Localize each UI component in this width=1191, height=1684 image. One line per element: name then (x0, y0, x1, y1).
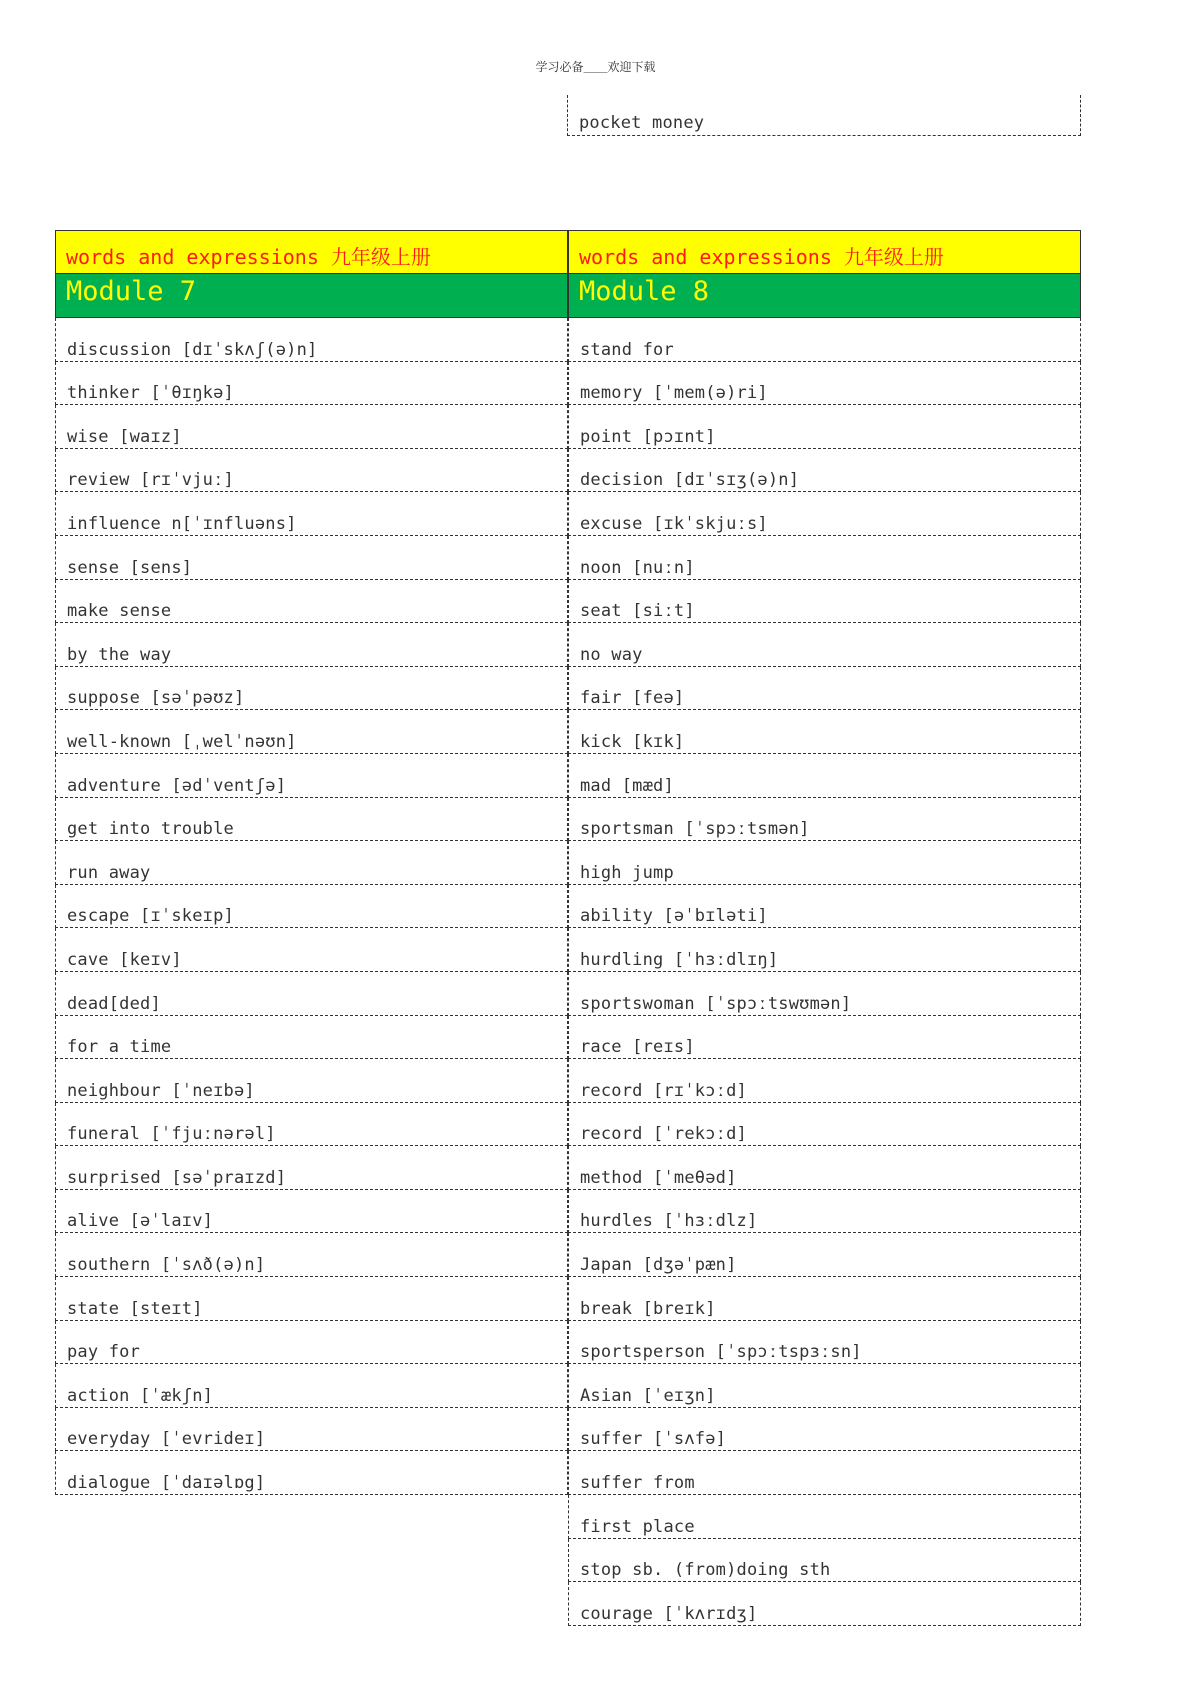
word-entry: pay for (67, 1342, 141, 1363)
word-entry: sportsperson [ˈspɔːtspɜːsn] (580, 1342, 862, 1363)
left-module-title: Module 7 (66, 276, 197, 307)
word-entry: sportswoman [ˈspɔːtswʊmən] (580, 993, 852, 1014)
word-row (568, 798, 1081, 842)
word-row (55, 710, 568, 754)
word-row (568, 928, 1081, 972)
word-row (55, 580, 568, 624)
word-row (55, 362, 568, 406)
right-title: words and expressions 九年级上册 (579, 245, 944, 269)
word-entry: escape [ɪˈskeɪp] (67, 906, 234, 927)
word-row (568, 405, 1081, 449)
word-entry: southern [ˈsʌð(ə)n] (67, 1255, 266, 1276)
word-entry: hurdling [ˈhɜːdlɪŋ] (580, 949, 779, 970)
word-entry: funeral [ˈfjuːnərəl] (67, 1124, 276, 1145)
word-entry: influence n[ˈɪnfluəns] (67, 513, 297, 534)
word-row (55, 623, 568, 667)
word-row (55, 492, 568, 536)
word-entry: for a time (67, 1037, 172, 1058)
word-entry: wise [waɪz] (67, 426, 182, 447)
word-row (568, 1539, 1081, 1583)
word-row (55, 1277, 568, 1321)
word-entry: stop sb. (from)doing sth (580, 1560, 831, 1581)
word-entry: make sense (67, 601, 172, 622)
word-entry: method [ˈmeθəd] (580, 1167, 737, 1188)
word-entry: point [pɔɪnt] (580, 426, 716, 447)
word-row (568, 318, 1081, 362)
word-row (568, 1495, 1081, 1539)
left-title-bar (55, 230, 568, 274)
word-row (568, 1321, 1081, 1365)
word-entry: first place (580, 1516, 695, 1537)
word-entry: excuse [ɪkˈskjuːs] (580, 513, 768, 534)
word-row (55, 449, 568, 493)
word-row (568, 1451, 1081, 1495)
word-row (568, 580, 1081, 624)
word-entry: ability [əˈbɪləti] (580, 906, 768, 927)
carryover-cell (567, 95, 1081, 136)
word-row (55, 841, 568, 885)
word-entry: dialogue [ˈdaɪəlɒg] (67, 1473, 266, 1494)
word-row (568, 1233, 1081, 1277)
word-row (55, 1059, 568, 1103)
word-row (568, 972, 1081, 1016)
word-row (568, 754, 1081, 798)
word-row (568, 1059, 1081, 1103)
left-column (55, 230, 568, 1495)
word-entry: seat [siːt] (580, 601, 695, 622)
word-entry: decision [dɪˈsɪʒ(ə)n] (580, 470, 800, 491)
right-module-title: Module 8 (579, 276, 710, 307)
word-entry: get into trouble (67, 819, 234, 840)
word-entry: noon [nuːn] (580, 557, 695, 578)
word-row (568, 623, 1081, 667)
word-entry: thinker [ˈθɪŋkə] (67, 383, 234, 404)
left-word-list (55, 318, 568, 1495)
word-entry: race [reɪs] (580, 1037, 695, 1058)
word-row (568, 667, 1081, 711)
word-row (568, 1190, 1081, 1234)
word-row (55, 798, 568, 842)
word-entry: mad [mæd] (580, 775, 674, 796)
word-row (55, 972, 568, 1016)
word-row (568, 1364, 1081, 1408)
word-entry: well-known [ˌwelˈnəʊn] (67, 731, 297, 752)
word-entry: Asian [ˈeɪʒn] (580, 1385, 716, 1406)
word-row (55, 1364, 568, 1408)
carryover-text: pocket money (579, 113, 705, 133)
word-row (568, 1016, 1081, 1060)
word-row (55, 405, 568, 449)
word-entry: break [breɪk] (580, 1298, 716, 1319)
word-row (55, 754, 568, 798)
word-entry: no way (580, 644, 643, 665)
word-entry: stand for (580, 339, 674, 360)
right-column (568, 230, 1081, 1626)
word-row (568, 362, 1081, 406)
word-entry: alive [əˈlaɪv] (67, 1211, 214, 1232)
word-entry: courage [ˈkʌrɪdʒ] (580, 1603, 758, 1624)
word-row (55, 1451, 568, 1495)
right-word-list (568, 318, 1081, 1626)
word-row (568, 492, 1081, 536)
word-entry: record [rɪˈkɔːd] (580, 1080, 747, 1101)
word-row (55, 1146, 568, 1190)
word-entry: discussion [dɪˈskʌʃ(ə)n] (67, 339, 318, 360)
word-row (55, 1408, 568, 1452)
word-row (55, 1321, 568, 1365)
word-entry: by the way (67, 644, 172, 665)
word-row (568, 1582, 1081, 1626)
word-row (568, 710, 1081, 754)
word-row (568, 449, 1081, 493)
word-entry: action [ˈækʃn] (67, 1385, 214, 1406)
word-row (55, 928, 568, 972)
word-row (55, 1190, 568, 1234)
word-entry: suffer from (580, 1473, 695, 1494)
page-header-note: 学习必备＿＿欢迎下载 (535, 60, 656, 74)
word-entry: cave [keɪv] (67, 949, 182, 970)
word-row (55, 1233, 568, 1277)
word-entry: adventure [ədˈventʃə] (67, 775, 287, 796)
word-entry: suppose [səˈpəʊz] (67, 688, 245, 709)
word-entry: run away (67, 862, 151, 883)
right-module-bar (568, 274, 1081, 318)
word-entry: memory [ˈmem(ə)ri] (580, 383, 768, 404)
word-row (55, 1103, 568, 1147)
word-entry: suffer [ˈsʌfə] (580, 1429, 727, 1450)
word-row (568, 1408, 1081, 1452)
word-entry: hurdles [ˈhɜːdlz] (580, 1211, 758, 1232)
word-row (55, 318, 568, 362)
left-title: words and expressions 九年级上册 (66, 245, 431, 269)
word-entry: dead[ded] (67, 993, 161, 1014)
word-entry: kick [kɪk] (580, 731, 685, 752)
left-module-bar (55, 274, 568, 318)
word-row (568, 536, 1081, 580)
word-entry: high jump (580, 862, 674, 883)
word-entry: record [ˈrekɔːd] (580, 1124, 747, 1145)
word-entry: state [steɪt] (67, 1298, 203, 1319)
word-row (568, 1103, 1081, 1147)
word-row (568, 885, 1081, 929)
word-entry: neighbour [ˈneɪbə] (67, 1080, 255, 1101)
right-title-bar (568, 230, 1081, 274)
word-row (55, 885, 568, 929)
word-row (55, 667, 568, 711)
word-row (568, 841, 1081, 885)
word-entry: Japan [dʒəˈpæn] (580, 1255, 737, 1276)
word-entry: everyday [ˈevrideɪ] (67, 1429, 266, 1450)
word-entry: sense [sens] (67, 557, 193, 578)
word-entry: review [rɪˈvjuː] (67, 470, 234, 491)
word-row (568, 1146, 1081, 1190)
word-row (568, 1277, 1081, 1321)
word-entry: fair [feə] (580, 688, 685, 709)
word-entry: sportsman [ˈspɔːtsmən] (580, 819, 810, 840)
word-entry: surprised [səˈpraɪzd] (67, 1167, 287, 1188)
word-row (55, 536, 568, 580)
word-row (55, 1016, 568, 1060)
